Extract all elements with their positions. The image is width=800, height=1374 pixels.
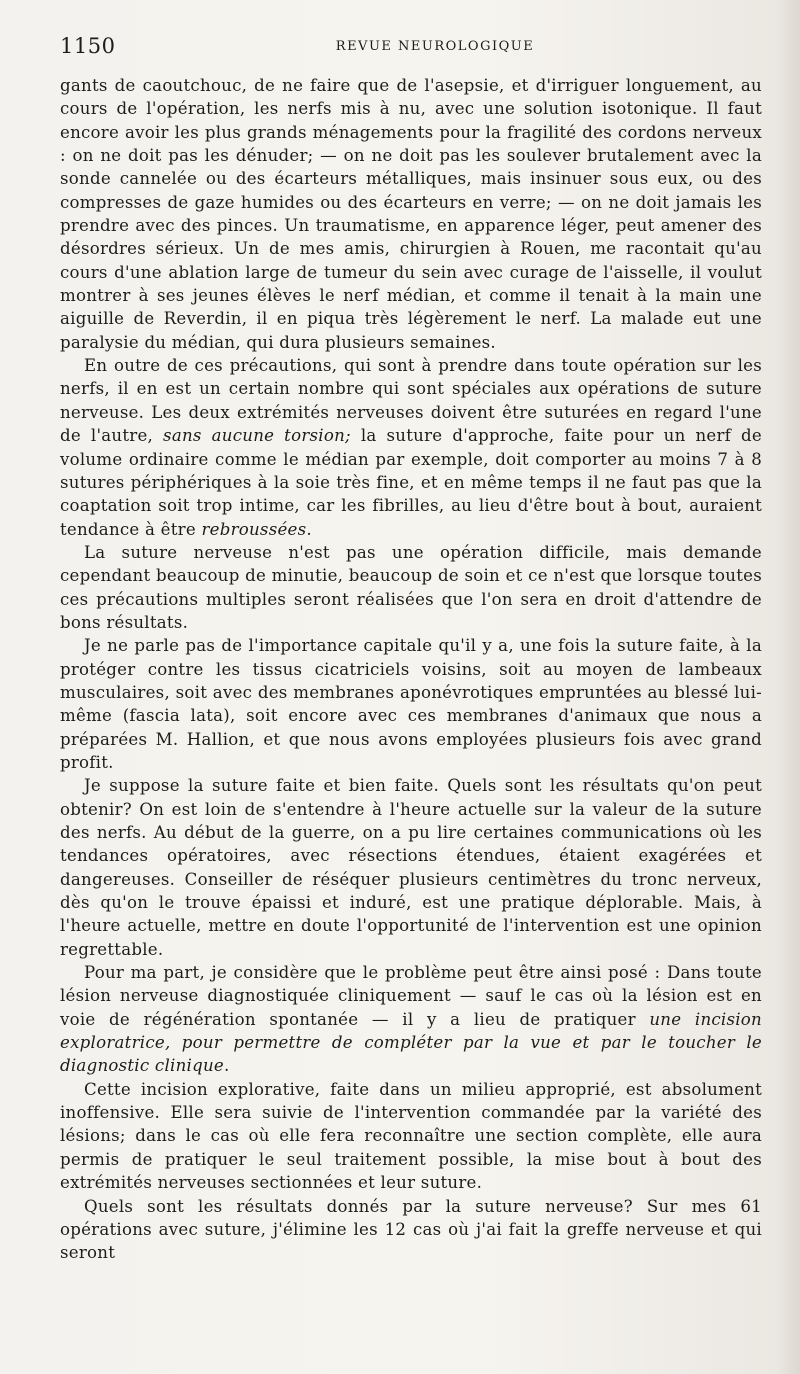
text-segment: Quels sont les résultats donnés par la suture nerveuse? Sur mes 61 opérations avec suture, j'élimine les 12 cas où j'ai fait la greffe nerveuse et qui seront (60, 1196, 762, 1263)
text-segment: La suture nerveuse n'est pas une opération difficile, mais demande cependant beaucoup de minutie, beaucoup de soin et ce n'est que lorsque toutes ces précautions multiples seront réalisées que l'on sera en droit d'attendre de bons résultats. (60, 542, 762, 632)
running-title: REVUE NEUROLOGIQUE (335, 39, 535, 54)
text-segment: Pour ma part, je considère que le problème peut être ainsi posé : Dans toute lésion nerveuse diagnostiquée cliniquement — sauf le cas où la lésion est en voie de régénération spontanée — il y a lieu de pratiquer (60, 963, 762, 1029)
paragraph (60, 1195, 762, 1265)
paragraph (60, 354, 762, 541)
text-segment: . (223, 1056, 230, 1076)
text-segment: En outre de ces précautions, qui sont à prendre dans toute opération sur les nerfs, il en est un certain nombre qui sont spéciales aux opérations de suture nerveuse. Les deux extrémités nerveuses doivent être suturées en regard l'une de l'autre, (60, 356, 762, 446)
text-segment: Je ne parle pas de l'importance capitale qu'il y a, une fois la suture faite, à la protéger contre les tissus cicatriciels voisins, soit au moyen de lambeaux musculaires, soit avec des membranes aponévrotiques empruntées au blessé lui-même (fascia lata), soit encore avec ces membranes d'animaux que nous a préparées M. Hallion, et que nous avons employées plusieurs fois avec grand profit. (60, 636, 762, 772)
text-segment: la suture d'approche, faite pour un nerf de volume ordinaire comme le médian par exemple, doit comporter au moins 7 à 8 sutures périphériques à la soie très fine, et en même temps il ne faut pas que la coaptation soit trop intime, car les fibrilles, au lieu d'être bout à bout, auraient tendance à être (60, 426, 762, 539)
italic-text: rebroussées (201, 519, 307, 539)
italic-text: une incision exploratrice, pour permettre de compléter par la vue et par le toucher le diagnostic clinique (60, 1009, 762, 1076)
body-text (60, 74, 762, 1265)
paragraph (60, 774, 762, 961)
paragraph (60, 634, 762, 774)
paragraph (60, 961, 762, 1078)
text-segment: Cette incision explorative, faite dans un milieu approprié, est absolument inoffensive. Elle sera suivie de l'intervention commandée par la variété des lésions; dans le cas où elle fera reconnaître une section complète, elle aura permis de pratiquer le seul traitement possible, la mise bout à bout des extrémités nerveuses sectionnées et leur suture. (60, 1079, 762, 1193)
text-segment: . (306, 519, 312, 539)
text-segment: Je suppose la suture faite et bien faite. Quels sont les résultats qu'on peut obtenir? On est loin de s'entendre à l'heure actuelle sur la valeur de la suture des nerfs. Au début de la guerre, on a pu lire certaines communications où les tendances opératoires, avec résections étendues, étaient exagérées et dangereuses. Conseiller de réséquer plusieurs centimètres du tronc nerveux, dès qu'on le trouve épaissi et induré, est une pratique déplorable. Mais, à l'heure actuelle, mettre en doute l'opportunité de l'intervention est une opinion regrettable. (60, 776, 762, 959)
paragraph (60, 541, 762, 634)
page-header (60, 34, 760, 64)
italic-text: sans aucune torsion; (163, 426, 351, 446)
page-number: 1150 (60, 34, 116, 58)
text-segment: gants de caoutchouc, de ne faire que de l'asepsie, et d'irriguer longuement, au cours de l'opération, les nerfs mis à nu, avec une solution isotonique. Il faut encore avoir les plus grands ménagements pour la fragilité des cordons nerveux : on ne doit pas les dénuder; — on ne doit pas les soulever brutalement avec la sonde cannelée ou des écarteurs métalliques, mais insinuer sous eux, ou des compresses de gaze humides ou des écarteurs en verre; — on ne doit jamais les prendre avec des pinces. Un traumatisme, en apparence léger, peut amener des désordres sérieux. Un de mes amis, chirurgien à Rouen, me racontait qu'au cours d'une ablation large de tumeur du sein avec curage de l'aisselle, il voulut montrer à ses jeunes élèves le nerf médian, et comme il tenait à la main une aiguille de Reverdin, il en piqua très légèrement le nerf. La malade eut une paralysie du médian, qui dura plusieurs semaines. (60, 76, 762, 352)
paragraph (60, 74, 762, 354)
paragraph (60, 1078, 762, 1195)
